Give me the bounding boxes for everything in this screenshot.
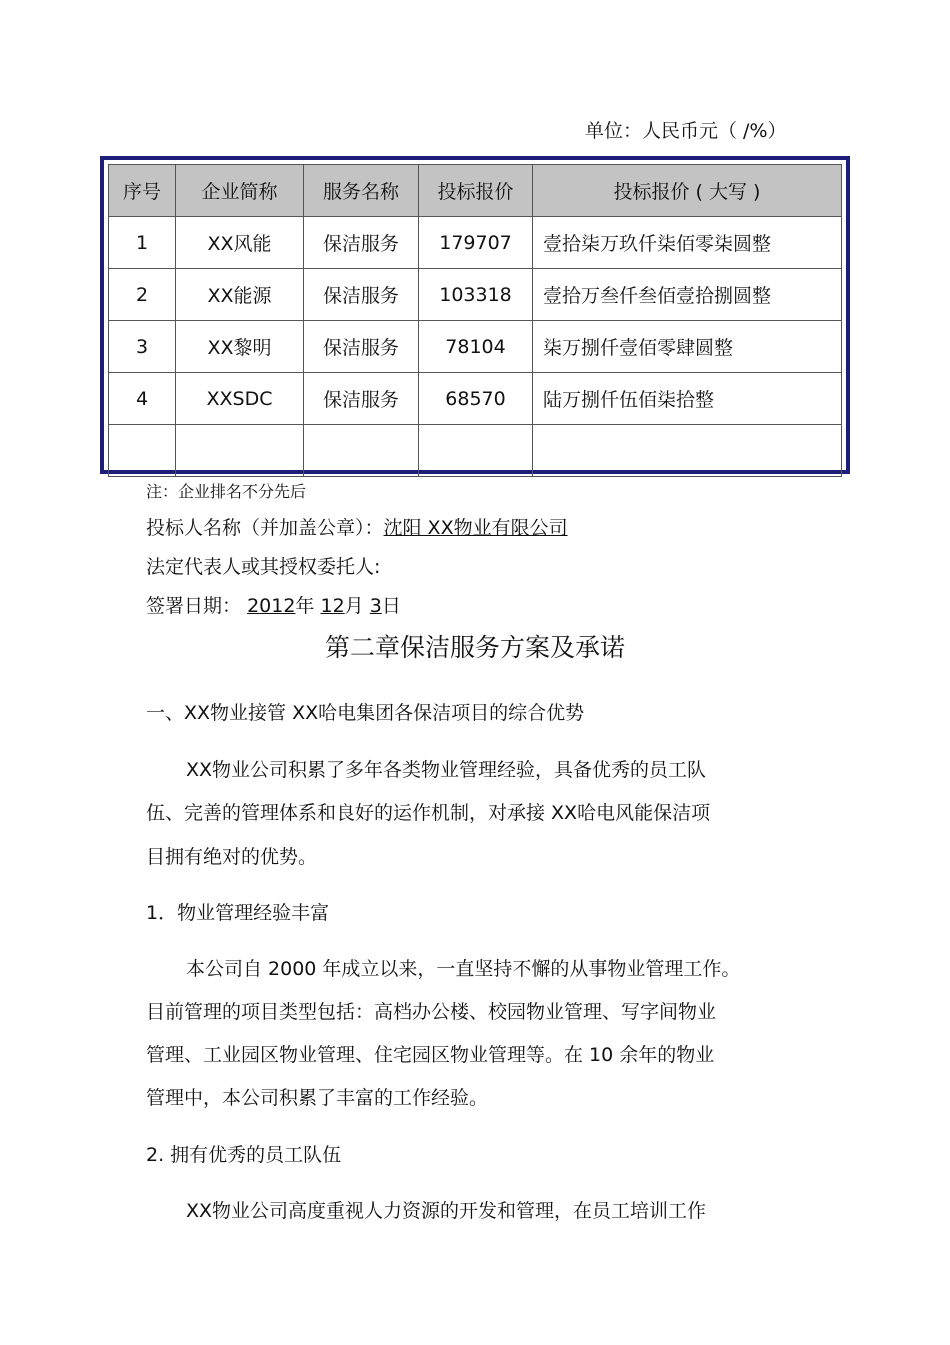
- cell-price: 179707: [419, 217, 533, 269]
- cell-index: [109, 425, 176, 477]
- header-price-capital: 投标报价 ( 大写 ): [533, 165, 842, 217]
- bidder-value: 沈阳 XX物业有限公司: [383, 517, 568, 539]
- cell-price: 68570: [419, 373, 533, 425]
- paragraph-line: 管理中，本公司积累了丰富的工作经验。: [146, 1087, 489, 1109]
- cell-company: XX风能: [176, 217, 304, 269]
- cell-service: 保洁服务: [304, 269, 419, 321]
- sign-date-year: 2012: [247, 595, 296, 617]
- sign-date-day: 3: [369, 595, 382, 617]
- cell-index: 4: [109, 373, 176, 425]
- paragraph-line: 伍、完善的管理体系和良好的运作机制，对承接 XX哈电风能保洁项: [146, 802, 711, 824]
- paragraph-line: XX物业公司高度重视人力资源的开发和管理，在员工培训工作: [186, 1200, 707, 1222]
- table-row: [109, 217, 842, 269]
- bidder-label: 投标人名称（并加盖公章）：: [146, 517, 384, 539]
- subheading-experience: 1．物业管理经验丰富: [146, 902, 330, 924]
- cell-company: XXSDC: [176, 373, 304, 425]
- table-note: 注：企业排名不分先后: [146, 482, 307, 501]
- cell-service: [304, 425, 419, 477]
- cell-price-capital: 壹拾柒万玖仟柒佰零柒圆整: [533, 217, 842, 269]
- cell-service: 保洁服务: [304, 217, 419, 269]
- unit-label: 单位：人民币元（ /%）: [585, 120, 787, 142]
- sign-date-line: [146, 591, 401, 618]
- paragraph-line: XX物业公司积累了多年各类物业管理经验，具备优秀的员工队: [186, 759, 707, 781]
- sign-date-label: 签署日期：: [146, 595, 242, 617]
- cell-price-capital: 陆万捌仟伍佰柒拾整: [533, 373, 842, 425]
- cell-company: [176, 425, 304, 477]
- chapter-title: 第二章保洁服务方案及承诺: [324, 633, 625, 662]
- subheading-staff: 2. 拥有优秀的员工队伍: [146, 1144, 342, 1166]
- cell-price-capital: 壹拾万叁仟叁佰壹拾捌圆整: [533, 269, 842, 321]
- cell-index: 2: [109, 269, 176, 321]
- header-company: 企业简称: [176, 165, 304, 217]
- sign-date-month: 12: [320, 595, 345, 617]
- sign-date-year-unit: 年: [295, 595, 315, 617]
- table-row: [109, 373, 842, 425]
- sign-date-day-unit: 日: [381, 595, 401, 617]
- paragraph-line: 管理、工业园区物业管理、住宅园区物业管理等。在 10 余年的物业: [146, 1044, 715, 1066]
- cell-company: XX能源: [176, 269, 304, 321]
- paragraph-line: 本公司自 2000 年成立以来，一直坚持不懈的从事物业管理工作。: [186, 958, 741, 980]
- cell-price: 78104: [419, 321, 533, 373]
- table-row: [109, 269, 842, 321]
- cell-price: [419, 425, 533, 477]
- representative-line: 法定代表人或其授权委托人:: [146, 556, 381, 578]
- cell-service: 保洁服务: [304, 373, 419, 425]
- cell-service: 保洁服务: [304, 321, 419, 373]
- bid-table-frame: [100, 156, 850, 474]
- bid-table: [108, 164, 842, 477]
- paragraph-line: 目拥有绝对的优势。: [146, 846, 318, 868]
- header-index: 序号: [109, 165, 176, 217]
- table-header-row: [109, 165, 842, 217]
- paragraph-line: 目前管理的项目类型包括：高档办公楼、校园物业管理、写字间物业: [146, 1001, 717, 1023]
- cell-index: 3: [109, 321, 176, 373]
- table-row: [109, 321, 842, 373]
- header-service: 服务名称: [304, 165, 419, 217]
- bidder-line: [146, 513, 568, 540]
- section-heading: 一、XX物业接管 XX哈电集团各保洁项目的综合优势: [146, 702, 585, 724]
- sign-date-month-unit: 月: [344, 595, 364, 617]
- cell-price-capital: [533, 425, 842, 477]
- cell-price-capital: 柒万捌仟壹佰零肆圆整: [533, 321, 842, 373]
- cell-company: XX黎明: [176, 321, 304, 373]
- header-price: 投标报价: [419, 165, 533, 217]
- cell-price: 103318: [419, 269, 533, 321]
- table-row-empty: [109, 425, 842, 477]
- cell-index: 1: [109, 217, 176, 269]
